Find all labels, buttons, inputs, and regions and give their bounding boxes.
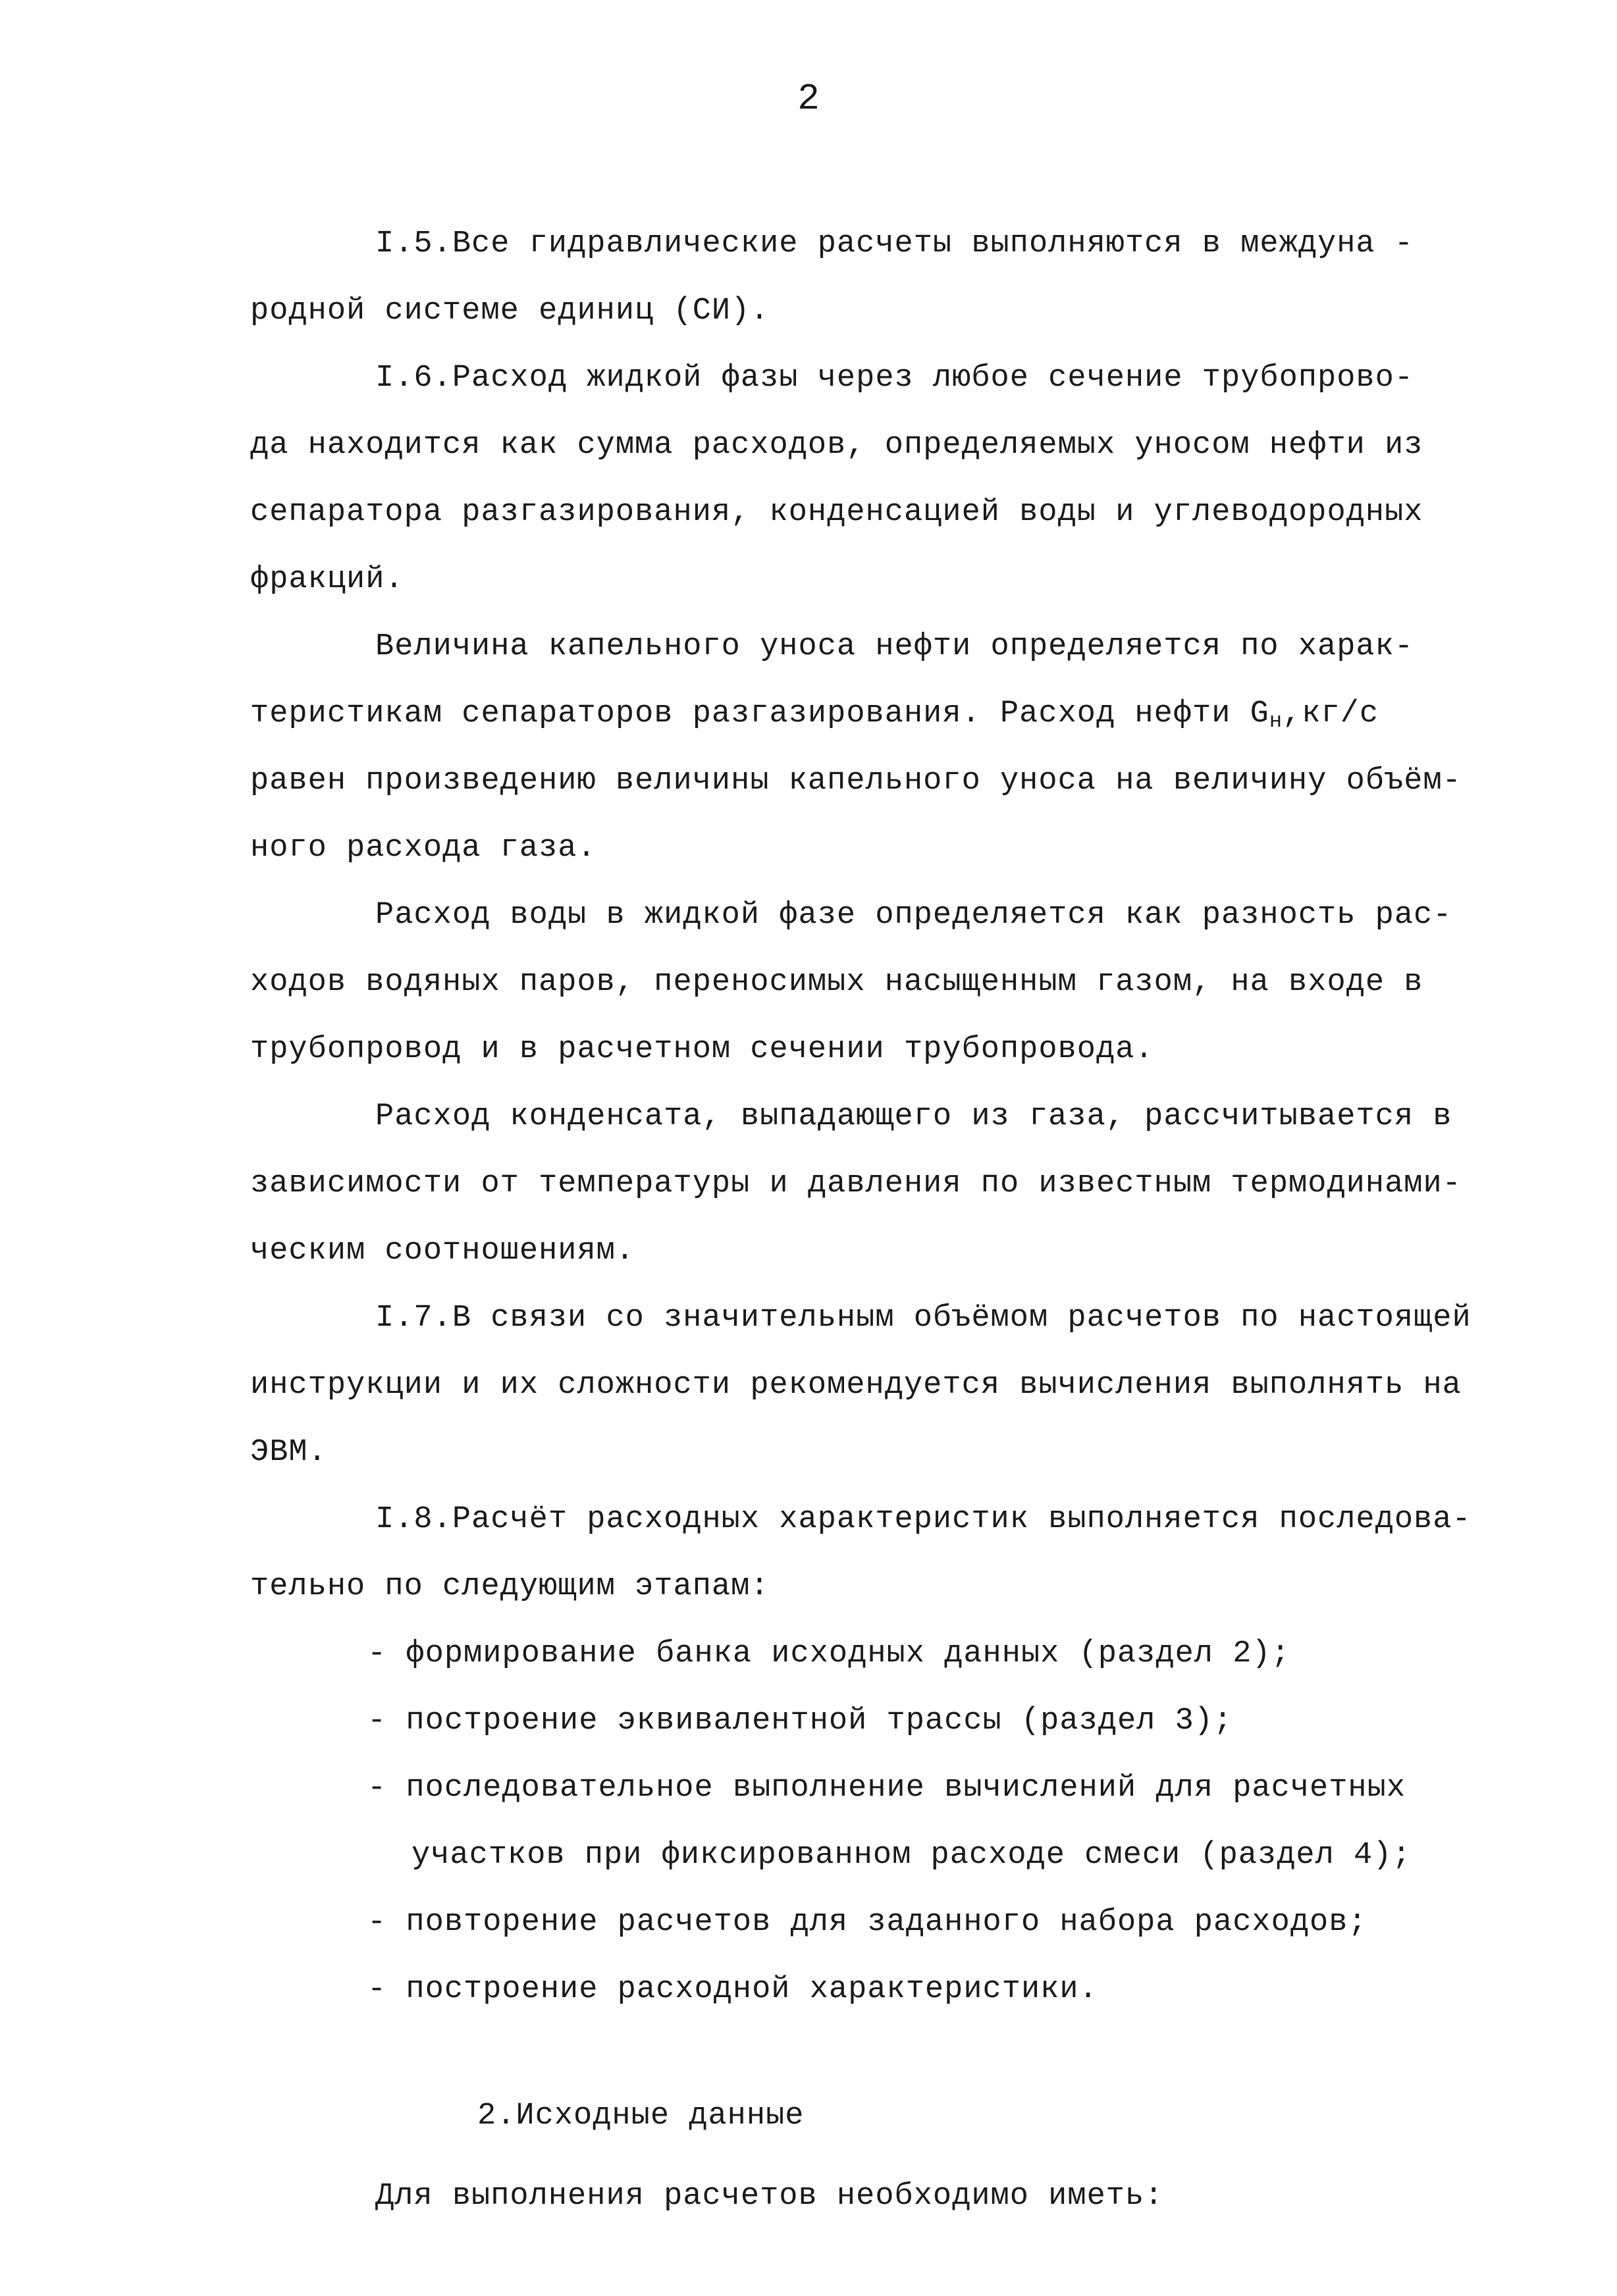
text-line: трубопровод и в расчетном сечении трубопровода. (250, 1032, 1154, 1067)
text-fragment: теристикам сепараторов разгазирования. Расход нефти G (250, 696, 1269, 731)
page-number: 2 (797, 78, 820, 120)
text-line: равен произведению величины капельного уноса на величину объём- (250, 764, 1462, 798)
list-item: - последовательное выполнение вычислений для расчетных (367, 1771, 1406, 1806)
text-line: Расход конденсата, выпадающего из газа, рассчитывается в (375, 1099, 1452, 1134)
paragraph-oil-carryover (250, 613, 1554, 882)
text-line: да находится как сумма расходов, определяемых уносом нефти из (250, 428, 1423, 463)
paragraph-water-flow (250, 882, 1554, 1083)
paragraph-1-6 (250, 345, 1554, 613)
text-line: I.7.В связи со значительным объёмом расчетов по настоящей (375, 1301, 1471, 1336)
text-line: I.8.Расчёт расходных характеристик выполняется последова- (375, 1502, 1471, 1537)
text-line: ного расхода газа. (250, 831, 596, 866)
document-body (250, 211, 1554, 2230)
steps-list (250, 1621, 1554, 2023)
text-line: I.6.Расход жидкой фазы через любое сечение трубопрово- (375, 361, 1414, 396)
paragraph-1-5 (250, 211, 1554, 345)
section-heading: 2.Исходные данные (477, 2099, 805, 2133)
paragraph-1-7 (250, 1285, 1554, 1486)
text-line: фракций. (250, 562, 404, 597)
paragraph-condensate-flow (250, 1083, 1554, 1285)
text-line: I.5.Все гидравлические расчеты выполняются в междуна - (375, 226, 1414, 261)
text-line: ходов водяных паров, переносимых насыщенным газом, на входе в (250, 965, 1423, 1000)
text-line: Расход воды в жидкой фазе определяется как разность рас- (375, 898, 1452, 933)
text-line: ческим соотношениям. (250, 1234, 635, 1268)
spacer (250, 2023, 1554, 2083)
text-line: тельно по следующим этапам: (250, 1569, 770, 1604)
text-line: Величина капельного уноса нефти определяется по харак- (375, 629, 1414, 664)
list-item: - построение расходной характеристики. (367, 1972, 1098, 2007)
text-line: ЭВМ. (250, 1435, 327, 1470)
list-item: - повторение расчетов для заданного набора расходов; (367, 1905, 1367, 1940)
text-line: зависимости от температуры и давления по известным термодинами- (250, 1166, 1462, 1201)
list-item: - формирование банка исходных данных (раздел 2); (367, 1636, 1290, 1671)
text-line: сепаратора разгазирования, конденсацией воды и углеводородных (250, 495, 1423, 530)
text-fragment: ,кг/с (1283, 696, 1379, 731)
text-line: инструкции и их сложности рекомендуется вычисления выполнять на (250, 1368, 1462, 1403)
list-item: - построение эквивалентной трассы (раздел 3); (367, 1704, 1233, 1738)
spacer (250, 2150, 1554, 2163)
paragraph-1-8 (250, 1486, 1554, 1621)
list-item-continuation: участков при фиксированном расходе смеси (раздел 4); (411, 1838, 1412, 1873)
section-intro: Для выполнения расчетов необходимо иметь: (375, 2179, 1164, 2214)
subscript: н (1269, 709, 1283, 733)
text-line-with-subscript (250, 681, 1554, 748)
text-line: родной системе единиц (СИ). (250, 294, 770, 328)
